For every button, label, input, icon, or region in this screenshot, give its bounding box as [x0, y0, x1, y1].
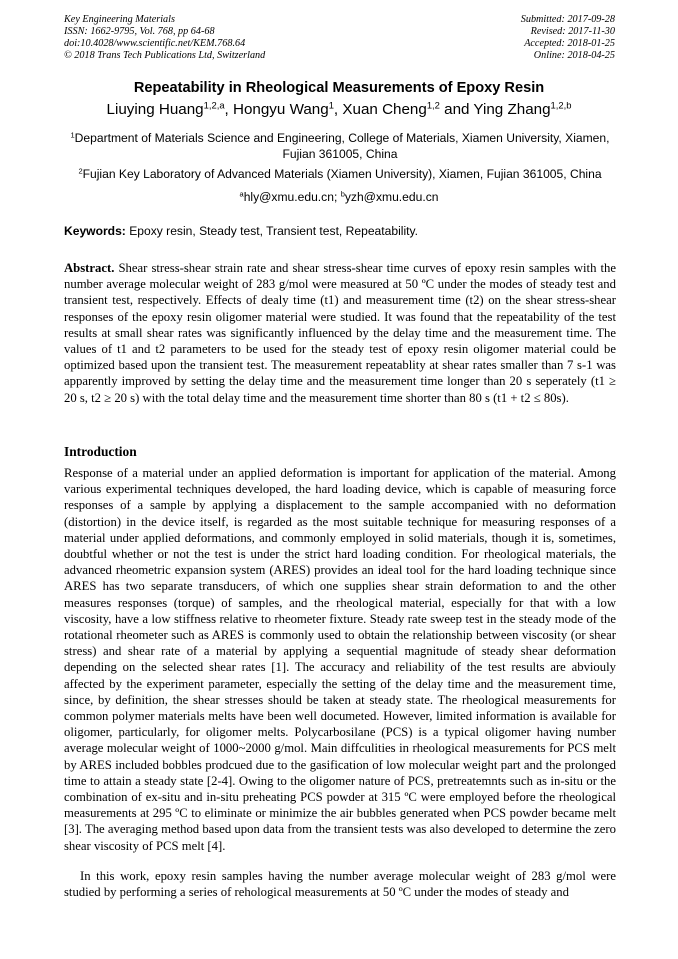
- author-separator: ,: [224, 101, 233, 118]
- author-list: [0, 101, 678, 118]
- date-revised: Revised: 2017-11-30: [530, 26, 615, 37]
- author-name: Liuying Huang: [106, 101, 204, 118]
- affiliation-2: [60, 167, 620, 183]
- author-affiliation-mark: 1,2,b: [550, 99, 572, 111]
- section-heading-introduction: Introduction: [64, 444, 137, 459]
- publication-dates: [521, 14, 615, 62]
- keywords-label: Keywords:: [64, 224, 126, 238]
- affiliation-mark: 2: [78, 166, 83, 176]
- author-name: Ying Zhang: [473, 101, 551, 118]
- journal-name: Key Engineering Materials: [64, 14, 175, 25]
- affiliation-text: Fujian Key Laboratory of Advanced Materials (Xiamen University), Xiamen, Fujian 361005, China: [82, 167, 602, 181]
- affiliation-text: Department of Materials Science and Engineering, College of Materials, Xiamen University, Xiamen, Fujian 361005, China: [74, 131, 610, 161]
- author-affiliation-mark: 1: [328, 99, 334, 111]
- journal-issn: ISSN: 1662-9795, Vol. 768, pp 64-68: [64, 26, 215, 37]
- introduction-paragraph-1: [64, 465, 616, 854]
- email-a: hly@xmu.edu.cn;: [243, 190, 338, 204]
- date-accepted: Accepted: 2018-01-25: [524, 38, 615, 49]
- author-emails: [0, 190, 678, 204]
- abstract: [64, 260, 616, 406]
- author-affiliation-mark: 1,2: [426, 99, 440, 111]
- date-submitted: Submitted: 2017-09-28: [520, 14, 615, 25]
- author-name: Hongyu Wang: [233, 101, 329, 118]
- date-online: Online: 2018-04-25: [533, 50, 615, 61]
- affiliation-mark: 1: [70, 130, 75, 140]
- author-separator: ,: [333, 101, 343, 118]
- author-name: Xuan Cheng: [342, 101, 427, 118]
- author-affiliation-mark: 1,2,a: [203, 99, 225, 111]
- paragraph-text: In this work, epoxy resin samples having the number average molecular weight of 283 g/mol were studied by performing a series of rehological measurements at 50 ºC under the modes of steady and: [64, 869, 616, 900]
- email-b: yzh@xmu.edu.cn: [344, 190, 439, 204]
- email-mark: a: [239, 189, 244, 199]
- keywords-text: Epoxy resin, Steady test, Transient test, Repeatability.: [129, 224, 419, 238]
- keywords: [64, 224, 616, 238]
- author-separator: and: [439, 101, 474, 118]
- paragraph-text: Response of a material under an applied deformation is important for application of the material. Among various experimental techniques developed, the hard loading device, which is capable of measuring force responses of a sample by applying a displacement to the sample accompanied with no deformation (distortion) in the device itself, is regarded as the most suitable technique for measuring responses of a material under applied deformations, and commonly employed in solid materials, though it is, sometimes, doubtful whether or not the test is under the strict hard loading condition. For rheological materials, the advanced rheometric expansion system (ARES) provides an ideal tool for the hard loading technique since ARES has two separate transducers, of which one supplies shear strain deformation to and the other measures responses (torque) of samples, and the rheological material, especially for that with a low viscosity, have a low stiffness relative to rheometer fixture. Steady rate sweep test in the steady mode of the rotational rheometer such as ARES is commonly used to obtain the relationship between viscosity (or shear stress) and shear rate of a material by applying a sequential magnitude of steady shear deformation depending on the selected shear rates [1]. The accuracy and reliability of the test results are abviouly affected by the experiment parameter, especially the setting of the delay time and the measurement time, since, by definition, the shear stresses should be taken at steady state. The rheological measurements for common polymer materials melts have been well documeted. However, limited information is available for oligomer, particularly, for oligomer melts. Polycarbosilane (PCS) is a typical oligomer having number average molecular weight of 1000~2000 g/mol. Main diffculities in rheological measurements for PCS melt by ARES included bobbles prodcued due to the gasification of low molecular weight part and the prolonged time to attain a steady state [2-4]. Owing to the oligomer nature of PCS, pretreatemnts such as in-situ or the combination of ex-situ and in-situ preheating PCS powder at 315 ºC were employed before the rheological measurements at 295 ºC to eliminate or minimize the air bubbles generated when PCS powder became melt [3]. The averaging method based upon data from the transient tests was also developed to determine the zero shear viscosity of PCS melt [4].: [64, 466, 616, 853]
- affiliation-1: [60, 131, 620, 163]
- abstract-text: Shear stress-shear strain rate and shear stress-shear time curves of epoxy resin samples with the number average molecular weight of 283 g/mol were measured at 50 ºC under the modes of steady test and transient test, respectively. Effects of dealy time (t1) and measurement time (t2) on the shear stress-shear responses of the epoxy resin oligomer material were studied. It was found that the repeatability of the test results at small shear rates was significantly influenced by the delay time and the measurement time. The values of t1 and t2 parameters to be used for the steady test of epoxy resin oligomer material could be optimized based upon the transient test. The measurement repeatablity at shear rates smaller than 7 s-1 was apparently improved by setting the delay time and the measurement time longer than 20 s seperately (t1 ≥ 20 s, t2 ≥ 20 s) with the total delay time and the measurement time shorter than 80 s (t1 + t2 ≤ 80s).: [64, 261, 617, 405]
- journal-header: [64, 14, 265, 62]
- abstract-label: Abstract.: [64, 261, 115, 275]
- email-mark: b: [340, 189, 345, 199]
- journal-doi: doi:10.4028/www.scientific.net/KEM.768.64: [64, 38, 246, 49]
- paper-title: Repeatability in Rheological Measurements of Epoxy Resin: [133, 80, 545, 96]
- journal-copyright: © 2018 Trans Tech Publications Ltd, Switzerland: [64, 50, 266, 61]
- introduction-paragraph-2: [64, 868, 616, 900]
